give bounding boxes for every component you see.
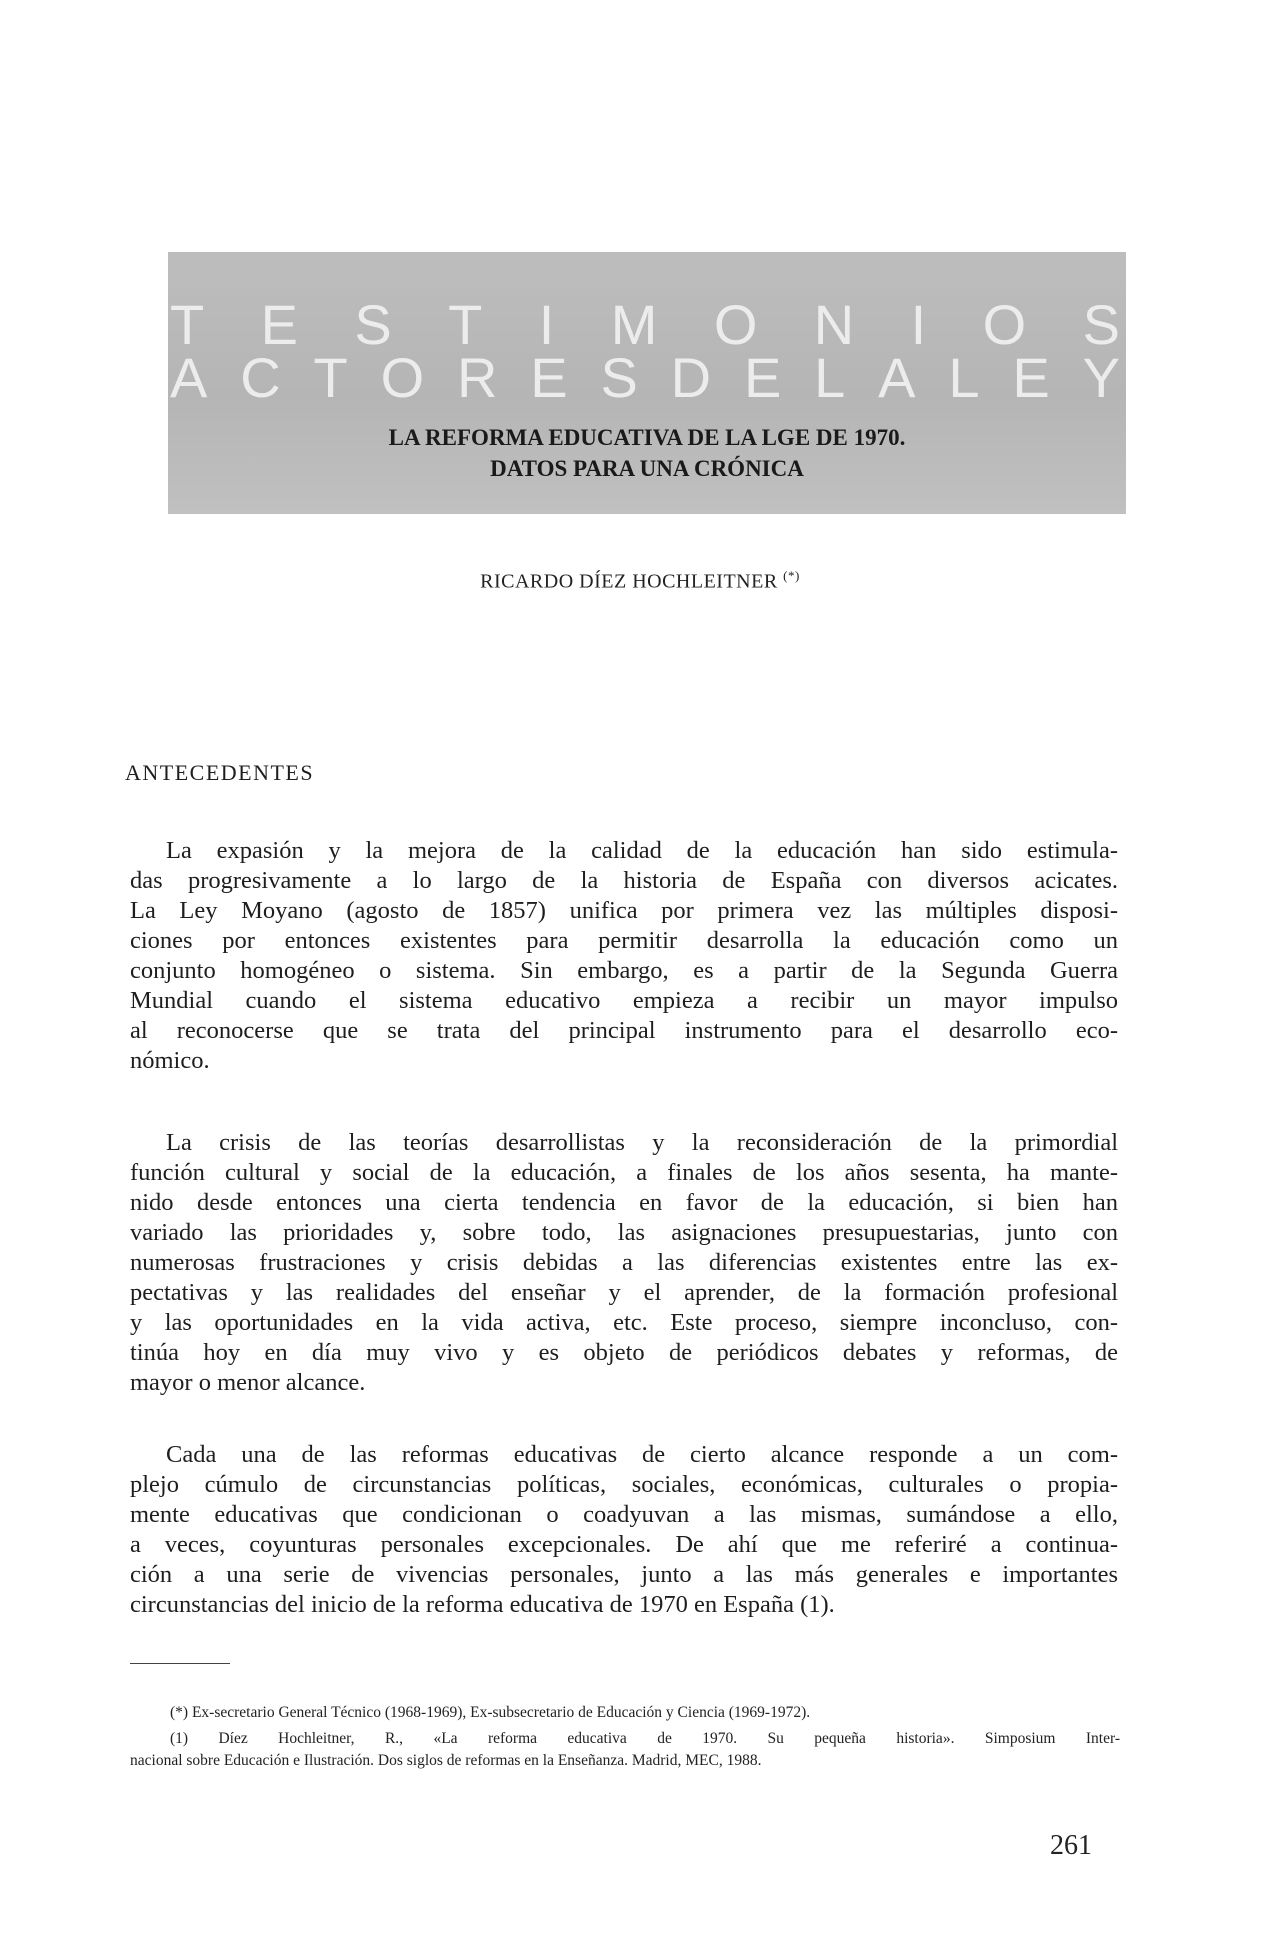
- paragraph-1: [130, 836, 1118, 1076]
- text-line: mayor o menor alcance.: [130, 1369, 366, 1396]
- section-letter: T: [448, 293, 483, 356]
- text-line: ciones por entonces existentes para permitir desarrolla la educación como un: [130, 927, 1118, 954]
- footnote-author: [130, 1702, 1120, 1724]
- section-letter: Y: [1082, 346, 1120, 409]
- text-line: variado las prioridades y, sobre todo, las asignaciones presupuestarias, junto con: [130, 1219, 1118, 1246]
- text-line: nómico.: [130, 1047, 210, 1074]
- section-letter: O: [380, 346, 425, 409]
- text-line: tinúa hoy en día muy vivo y es objeto de periódicos debates y reformas, de: [130, 1339, 1118, 1366]
- section-letter: M: [610, 293, 658, 356]
- text-line: a veces, coyunturas personales excepcionales. De ahí que me referiré a continua-: [130, 1531, 1118, 1558]
- section-letter: S: [600, 346, 638, 409]
- text-line: La expasión y la mejora de la calidad de la educación han sido estimula-: [166, 837, 1118, 864]
- text-line: conjunto homogéneo o sistema. Sin embargo, es a partir de la Segunda Guerra: [130, 957, 1118, 984]
- section-letter: A: [170, 346, 208, 409]
- text-line: al reconocerse que se trata del principal instrumento para el desarrollo eco-: [130, 1017, 1118, 1044]
- footnote-line: nacional sobre Educación e Ilustración. Dos siglos de reformas en la Enseñanza. Madrid, MEC, 1988.: [130, 1752, 762, 1769]
- text-line: Cada una de las reformas educativas de cierto alcance responde a un com-: [166, 1441, 1118, 1468]
- text-line: ción a una serie de vivencias personales, junto a las más generales e importantes: [130, 1561, 1118, 1588]
- text-line: numerosas frustraciones y crisis debidas a las diferencias existentes entre las ex-: [130, 1249, 1118, 1276]
- section-letter: E: [1012, 346, 1050, 409]
- section-letter: A: [878, 346, 916, 409]
- article-title-line1: LA REFORMA EDUCATIVA DE LA LGE DE 1970.: [388, 425, 906, 450]
- section-letter: S: [1082, 293, 1120, 356]
- text-line: Mundial cuando el sistema educativo empieza a recibir un mayor impulso: [130, 987, 1118, 1014]
- footnote-line: (1) Díez Hochleitner, R., «La reforma educativa de 1970. Su pequeña historia». Simposium Inter-: [170, 1730, 1120, 1747]
- section-letter: C: [240, 346, 281, 409]
- footnote-divider: [130, 1663, 230, 1664]
- text-line: La Ley Moyano (agosto de 1857) unifica por primera vez las múltiples disposi-: [130, 897, 1118, 924]
- section-letter: O: [713, 293, 758, 356]
- section-letter: E: [530, 346, 568, 409]
- section-letter: E: [260, 293, 298, 356]
- text-line: pectativas y las realidades del enseñar y el aprender, de la formación profesional: [130, 1279, 1118, 1306]
- text-line: función cultural y social de la educación, a finales de los años sesenta, ha mante-: [130, 1159, 1118, 1186]
- paragraph-2: [130, 1128, 1118, 1398]
- section-letter: R: [456, 346, 498, 409]
- author-footnote-mark: (*): [783, 568, 800, 583]
- text-line: nido desde entonces una cierta tendencia en favor de la educación, si bien han: [130, 1189, 1118, 1216]
- section-letter: E: [743, 346, 782, 409]
- text-line: La crisis de las teorías desarrollistas y la reconsideración de la primordial: [166, 1129, 1118, 1156]
- section-letter: N: [813, 293, 855, 356]
- section-letter: S: [354, 293, 392, 356]
- text-line: y las oportunidades en la vida activa, etc. Este proceso, siempre inconcluso, con-: [130, 1309, 1118, 1336]
- section-heading: ANTECEDENTES: [125, 760, 315, 785]
- section-letter: T: [313, 346, 348, 409]
- section-letter: I: [538, 293, 555, 356]
- section-letter: I: [910, 293, 927, 356]
- section-letter: T: [170, 293, 205, 356]
- paragraph-3: [130, 1440, 1118, 1620]
- footnote-line: (*) Ex-secretario General Técnico (1968-1969), Ex-subsecretario de Educación y Ciencia (1969-1972).: [170, 1704, 811, 1721]
- text-line: das progresivamente a lo largo de la historia de España con diversos acicates.: [130, 867, 1118, 894]
- section-letter: O: [982, 293, 1027, 356]
- text-line: plejo cúmulo de circunstancias políticas, sociales, económicas, culturales o propia-: [130, 1471, 1118, 1498]
- article-title-line2: DATOS PARA UNA CRÓNICA: [490, 456, 804, 481]
- author-byline: [390, 568, 890, 594]
- text-line: circunstancias del inicio de la reforma educativa de 1970 en España (1).: [130, 1591, 835, 1618]
- section-letter: L: [814, 346, 846, 409]
- section-title-actores: [170, 348, 1120, 408]
- text-line: mente educativas que condicionan o coadyuvan a las mismas, sumándose a ello,: [130, 1501, 1118, 1528]
- section-letter: L: [948, 346, 980, 409]
- footnote-1: [130, 1728, 1120, 1772]
- page-number: 261: [1050, 1830, 1092, 1861]
- section-letter: D: [670, 346, 712, 409]
- author-name: RICARDO DÍEZ HOCHLEITNER: [480, 570, 778, 593]
